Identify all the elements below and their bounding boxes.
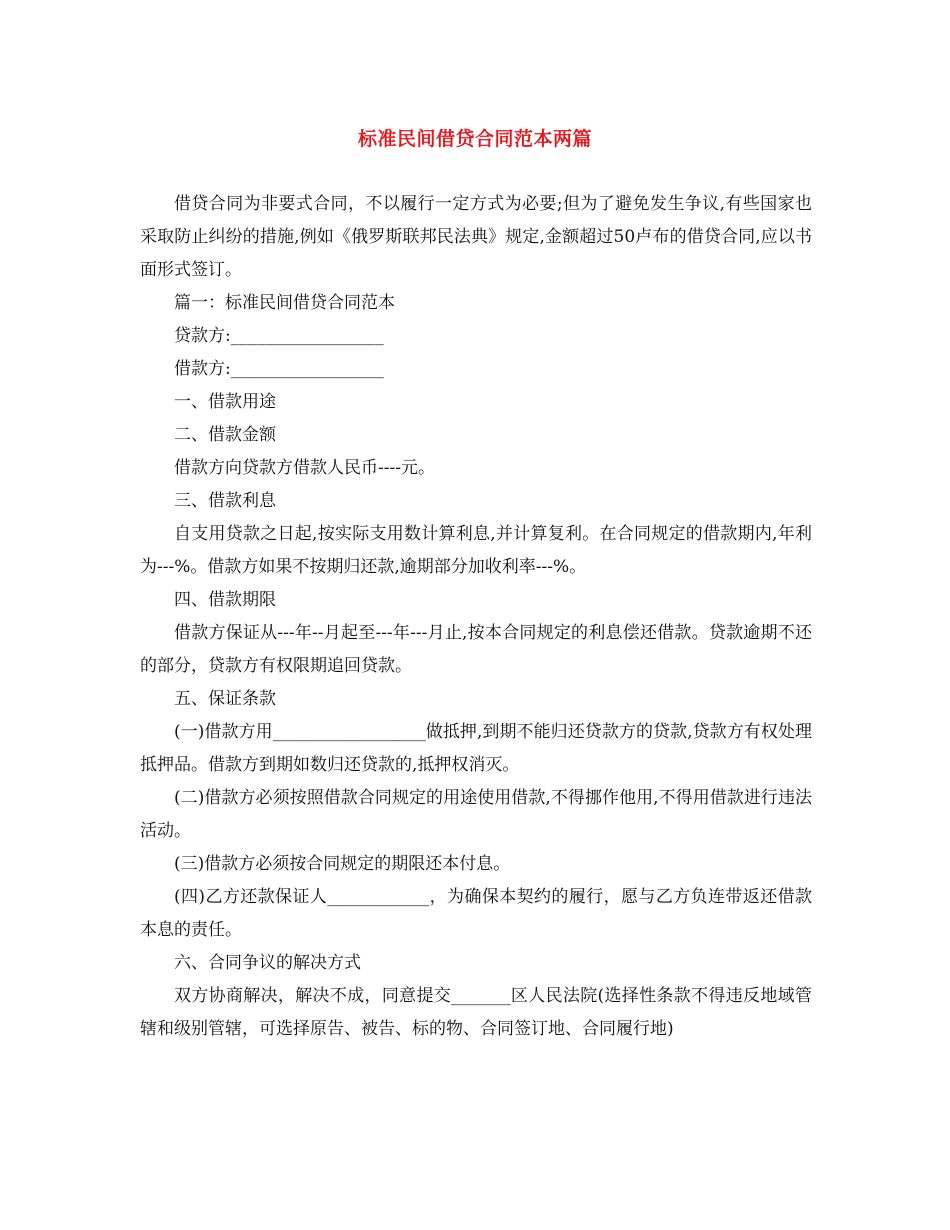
paragraph-intro: 借贷合同为非要式合同，不以履行一定方式为必要;但为了避免发生争议,有些国家也采取防止纠纷的措施,例如《俄罗斯联邦民法典》规定,金额超过50卢布的借贷合同,应以书面形式签订。 (140, 194, 812, 280)
paragraph-guarantee-1: (一)借款方用__________________做抵押,到期不能归还贷款方的贷款,贷款方有权处理抵押品。借款方到期如数归还贷款的,抵押权消灭。 (140, 722, 812, 775)
clause-heading-dispute: 六、合同争议的解决方式 (174, 953, 361, 973)
document-title: 标准民间借贷合同范本两篇 (357, 128, 592, 150)
paragraph-term: 借款方保证从---年--月起至---年---月止,按本合同规定的利息偿还借款。贷款逾期不还的部分，贷款方有权限期追回贷款。 (140, 623, 812, 676)
lender-line: 贷款方:__________________ (174, 326, 384, 346)
clause-heading-amount: 二、借款金额 (174, 425, 276, 445)
paragraph-guarantee-4: (四)乙方还款保证人____________，为确保本契约的履行，愿与乙方负连带返还借款本息的责任。 (140, 887, 812, 940)
section-heading-part-one: 篇一：标准民间借贷合同范本 (174, 293, 395, 313)
paragraph-guarantee-2: (二)借款方必须按照借款合同规定的用途使用借款,不得挪作他用,不得用借款进行违法活动。 (140, 788, 812, 841)
document-body (140, 188, 812, 1046)
paragraph-interest: 自支用贷款之日起,按实际支用数计算利息,并计算复利。在合同规定的借款期内,年利为---%。借款方如果不按期归还款,逾期部分加收利率---%。 (140, 524, 812, 577)
clause-heading-interest: 三、借款利息 (174, 491, 276, 511)
paragraph-guarantee-3: (三)借款方必须按合同规定的期限还本付息。 (174, 854, 511, 874)
paragraph-dispute: 双方协商解决，解决不成，同意提交_______区人民法院(选择性条款不得违反地域管辖和级别管辖，可选择原告、被告、标的物、合同签订地、合同履行地) (140, 986, 812, 1039)
borrower-line: 借款方:__________________ (174, 359, 384, 379)
clause-heading-term: 四、借款期限 (174, 590, 276, 610)
clause-heading-guarantee: 五、保证条款 (174, 689, 276, 709)
paragraph-amount: 借款方向贷款方借款人民币----元。 (174, 458, 435, 478)
clause-heading-purpose: 一、借款用途 (174, 392, 276, 412)
